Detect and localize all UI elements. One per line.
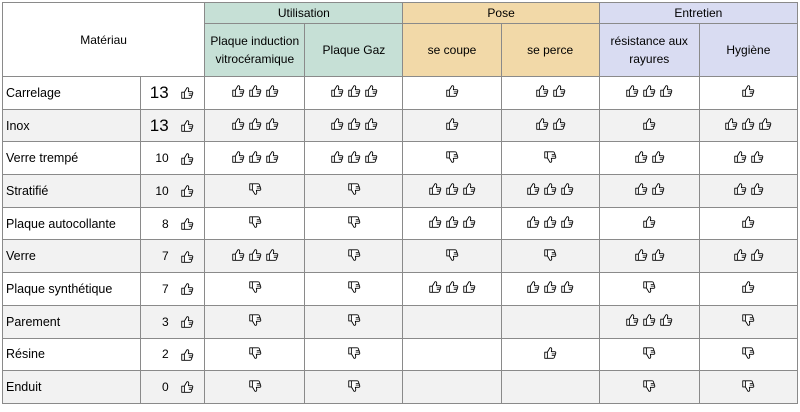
rating-cell [305, 371, 403, 404]
table-row [3, 273, 798, 306]
material-name: Verre trempé [3, 142, 141, 175]
rating-icons [231, 248, 279, 262]
thumb-up-icon [750, 150, 764, 164]
rating-icons [625, 84, 673, 98]
rating-cell [501, 371, 599, 404]
thumb-up-icon [248, 117, 262, 131]
thumb-up-icon [642, 117, 656, 131]
thumb-down-icon [248, 182, 262, 196]
thumb-up-icon [552, 84, 566, 98]
rating-icons [733, 182, 764, 196]
thumb-up-icon [445, 215, 459, 229]
table-row [3, 142, 798, 175]
thumb-up-icon [180, 184, 194, 198]
thumb-up-icon [462, 215, 476, 229]
thumb-up-icon [180, 119, 194, 133]
thumb-up-icon [642, 313, 656, 327]
thumb-down-icon [642, 379, 656, 393]
thumb-up-icon [180, 152, 194, 166]
table-row [3, 338, 798, 371]
score-thumb-cell [171, 109, 205, 142]
rating-cell [205, 207, 305, 240]
rating-cell [205, 273, 305, 306]
thumb-up-icon [642, 84, 656, 98]
thumb-up-icon [330, 150, 344, 164]
thumb-up-icon [180, 86, 194, 100]
score-thumb-cell [171, 240, 205, 273]
score-thumb-cell [171, 273, 205, 306]
material-name: Verre [3, 240, 141, 273]
rating-icons [733, 248, 764, 262]
thumb-up-icon [347, 84, 361, 98]
thumb-up-icon [428, 280, 442, 294]
col-header-gaz: Plaque Gaz [305, 24, 403, 77]
group-utilisation: Utilisation [205, 3, 403, 24]
rating-cell [599, 77, 699, 110]
rating-cell [699, 142, 797, 175]
rating-icons [347, 280, 361, 294]
thumb-down-icon [347, 215, 361, 229]
rating-icons [741, 313, 755, 327]
rating-cell [699, 273, 797, 306]
thumb-up-icon [733, 150, 747, 164]
material-score: 13 [141, 109, 171, 142]
rating-icons [543, 248, 557, 262]
rating-cell [599, 142, 699, 175]
table-row [3, 175, 798, 208]
rating-cell [699, 109, 797, 142]
thumb-up-icon [231, 150, 245, 164]
rating-cell [305, 207, 403, 240]
material-name: Parement [3, 305, 141, 338]
rating-icons [724, 117, 772, 131]
rating-icons [231, 84, 279, 98]
material-name: Stratifié [3, 175, 141, 208]
thumb-down-icon [347, 346, 361, 360]
rating-cell [501, 338, 599, 371]
rating-icons [347, 182, 361, 196]
material-header: Matériau [3, 3, 205, 77]
thumb-up-icon [265, 84, 279, 98]
thumb-up-icon [560, 215, 574, 229]
col-header-se-coupe: se coupe [403, 24, 501, 77]
rating-icons [428, 182, 476, 196]
thumb-up-icon [428, 215, 442, 229]
rating-icons [642, 280, 656, 294]
thumb-down-icon [445, 150, 459, 164]
rating-cell [699, 338, 797, 371]
thumb-up-icon [642, 215, 656, 229]
thumb-up-icon [560, 280, 574, 294]
rating-cell [501, 207, 599, 240]
thumb-down-icon [248, 280, 262, 294]
rating-icons [347, 313, 361, 327]
rating-icons [526, 215, 574, 229]
rating-cell [305, 338, 403, 371]
rating-icons [741, 280, 755, 294]
thumb-down-icon [248, 346, 262, 360]
rating-cell [501, 273, 599, 306]
rating-cell [599, 207, 699, 240]
table-row [3, 207, 798, 240]
thumb-down-icon [347, 248, 361, 262]
thumb-up-icon [180, 380, 194, 394]
thumb-down-icon [347, 379, 361, 393]
material-score: 0 [141, 371, 171, 404]
material-score: 2 [141, 338, 171, 371]
thumb-up-icon [543, 215, 557, 229]
rating-icons [330, 150, 378, 164]
thumb-down-icon [248, 313, 262, 327]
rating-cell [403, 305, 501, 338]
rating-cell [205, 305, 305, 338]
material-name: Plaque autocollante [3, 207, 141, 240]
material-score: 10 [141, 142, 171, 175]
rating-cell [403, 175, 501, 208]
table-row [3, 240, 798, 273]
thumb-up-icon [750, 248, 764, 262]
rating-icons [347, 379, 361, 393]
rating-cell [403, 273, 501, 306]
thumb-up-icon [634, 248, 648, 262]
rating-icons [741, 379, 755, 393]
rating-cell [205, 338, 305, 371]
thumb-down-icon [642, 346, 656, 360]
thumb-up-icon [462, 280, 476, 294]
rating-cell [699, 305, 797, 338]
rating-icons [347, 248, 361, 262]
thumb-up-icon [265, 248, 279, 262]
material-name: Carrelage [3, 77, 141, 110]
thumb-up-icon [180, 282, 194, 296]
table-row [3, 371, 798, 404]
thumb-up-icon [741, 215, 755, 229]
rating-icons [445, 248, 459, 262]
rating-cell [501, 240, 599, 273]
material-score: 7 [141, 273, 171, 306]
thumb-down-icon [347, 280, 361, 294]
rating-icons [248, 346, 262, 360]
thumb-up-icon [625, 313, 639, 327]
col-header-rayures: résistance aux rayures [599, 24, 699, 77]
rating-icons [634, 248, 665, 262]
rating-cell [403, 109, 501, 142]
rating-icons [543, 346, 557, 360]
thumb-up-icon [364, 150, 378, 164]
thumb-up-icon [265, 117, 279, 131]
thumb-up-icon [347, 117, 361, 131]
rating-icons [634, 182, 665, 196]
thumb-down-icon [741, 346, 755, 360]
thumb-up-icon [364, 117, 378, 131]
rating-icons [445, 117, 459, 131]
rating-cell [599, 175, 699, 208]
thumb-down-icon [543, 150, 557, 164]
rating-icons [231, 150, 279, 164]
thumb-down-icon [248, 379, 262, 393]
rating-cell [501, 305, 599, 338]
rating-cell [205, 175, 305, 208]
rating-cell [205, 371, 305, 404]
material-score: 13 [141, 77, 171, 110]
thumb-up-icon [231, 84, 245, 98]
thumb-up-icon [543, 182, 557, 196]
rating-cell [599, 240, 699, 273]
thumb-up-icon [651, 182, 665, 196]
thumb-up-icon [526, 280, 540, 294]
rating-icons [347, 346, 361, 360]
rating-icons [733, 150, 764, 164]
thumb-up-icon [180, 217, 194, 231]
thumb-up-icon [180, 250, 194, 264]
rating-icons [526, 182, 574, 196]
rating-cell [305, 240, 403, 273]
score-thumb-cell [171, 305, 205, 338]
score-thumb-cell [171, 371, 205, 404]
thumb-up-icon [758, 117, 772, 131]
rating-icons [625, 313, 673, 327]
rating-cell [305, 77, 403, 110]
rating-icons [642, 379, 656, 393]
rating-cell [599, 371, 699, 404]
thumb-up-icon [634, 150, 648, 164]
score-thumb-cell [171, 142, 205, 175]
rating-cell [599, 338, 699, 371]
thumb-up-icon [724, 117, 738, 131]
thumb-up-icon [445, 182, 459, 196]
rating-cell [699, 77, 797, 110]
col-header-se-perce: se perce [501, 24, 599, 77]
rating-cell [403, 240, 501, 273]
rating-icons [445, 150, 459, 164]
thumb-down-icon [347, 182, 361, 196]
thumb-up-icon [231, 248, 245, 262]
thumb-up-icon [741, 117, 755, 131]
thumb-up-icon [526, 182, 540, 196]
thumb-up-icon [733, 248, 747, 262]
rating-cell [501, 142, 599, 175]
rating-cell [403, 142, 501, 175]
thumb-up-icon [347, 150, 361, 164]
score-thumb-cell [171, 175, 205, 208]
thumb-up-icon [741, 84, 755, 98]
rating-icons [642, 346, 656, 360]
thumb-up-icon [659, 313, 673, 327]
col-header-induction: Plaque induction vitrocéramique [205, 24, 305, 77]
thumb-down-icon [543, 248, 557, 262]
table-row [3, 305, 798, 338]
rating-icons [330, 117, 378, 131]
header-group-row [3, 3, 798, 24]
rating-icons [248, 313, 262, 327]
rating-cell [205, 109, 305, 142]
rating-cell [205, 77, 305, 110]
thumb-up-icon [750, 182, 764, 196]
rating-icons [248, 215, 262, 229]
rating-icons [634, 150, 665, 164]
rating-icons [741, 346, 755, 360]
rating-icons [428, 215, 476, 229]
rating-icons [330, 84, 378, 98]
rating-icons [535, 117, 566, 131]
thumb-up-icon [364, 84, 378, 98]
rating-cell [403, 77, 501, 110]
rating-cell [599, 109, 699, 142]
thumb-up-icon [741, 280, 755, 294]
rating-icons [231, 117, 279, 131]
group-pose: Pose [403, 3, 599, 24]
rating-icons [248, 379, 262, 393]
thumb-up-icon [526, 215, 540, 229]
material-name: Inox [3, 109, 141, 142]
rating-cell [205, 142, 305, 175]
table-row [3, 77, 798, 110]
rating-cell [205, 240, 305, 273]
rating-icons [642, 215, 656, 229]
thumb-up-icon [180, 348, 194, 362]
thumb-up-icon [535, 84, 549, 98]
rating-icons [741, 215, 755, 229]
thumb-up-icon [543, 280, 557, 294]
rating-icons [428, 280, 476, 294]
rating-icons [248, 280, 262, 294]
thumb-up-icon [248, 248, 262, 262]
thumb-up-icon [231, 117, 245, 131]
score-thumb-cell [171, 207, 205, 240]
thumb-down-icon [445, 248, 459, 262]
thumb-up-icon [265, 150, 279, 164]
score-thumb-cell [171, 77, 205, 110]
rating-cell [305, 305, 403, 338]
thumb-up-icon [651, 150, 665, 164]
rating-cell [305, 273, 403, 306]
rating-cell [599, 305, 699, 338]
rating-cell [699, 371, 797, 404]
thumb-up-icon [330, 84, 344, 98]
rating-icons [741, 84, 755, 98]
material-score: 7 [141, 240, 171, 273]
rating-cell [699, 240, 797, 273]
thumb-up-icon [445, 84, 459, 98]
rating-icons [347, 215, 361, 229]
rating-cell [403, 207, 501, 240]
rating-cell [501, 77, 599, 110]
table-row [3, 109, 798, 142]
thumb-up-icon [462, 182, 476, 196]
col-header-hygiene: Hygiène [699, 24, 797, 77]
rating-cell [403, 338, 501, 371]
rating-cell [305, 142, 403, 175]
group-entretien: Entretien [599, 3, 797, 24]
rating-cell [501, 109, 599, 142]
rating-cell [599, 273, 699, 306]
thumb-up-icon [248, 84, 262, 98]
thumb-up-icon [428, 182, 442, 196]
rating-icons [248, 182, 262, 196]
thumb-up-icon [445, 117, 459, 131]
thumb-up-icon [634, 182, 648, 196]
thumb-up-icon [659, 84, 673, 98]
thumb-up-icon [651, 248, 665, 262]
rating-cell [305, 175, 403, 208]
thumb-up-icon [733, 182, 747, 196]
thumb-up-icon [560, 182, 574, 196]
comparison-table [2, 2, 798, 404]
thumb-down-icon [347, 313, 361, 327]
thumb-down-icon [642, 280, 656, 294]
thumb-up-icon [543, 346, 557, 360]
table-body [3, 77, 798, 404]
thumb-up-icon [180, 315, 194, 329]
material-score: 8 [141, 207, 171, 240]
material-score: 10 [141, 175, 171, 208]
thumb-up-icon [445, 280, 459, 294]
rating-cell [699, 175, 797, 208]
material-name: Enduit [3, 371, 141, 404]
rating-cell [699, 207, 797, 240]
thumb-down-icon [248, 215, 262, 229]
rating-icons [535, 84, 566, 98]
material-score: 3 [141, 305, 171, 338]
thumb-up-icon [248, 150, 262, 164]
material-name: Plaque synthétique [3, 273, 141, 306]
score-thumb-cell [171, 338, 205, 371]
rating-cell [501, 175, 599, 208]
thumb-down-icon [741, 313, 755, 327]
rating-icons [445, 84, 459, 98]
rating-cell [403, 371, 501, 404]
thumb-up-icon [535, 117, 549, 131]
thumb-down-icon [741, 379, 755, 393]
rating-icons [642, 117, 656, 131]
thumb-up-icon [552, 117, 566, 131]
thumb-up-icon [330, 117, 344, 131]
thumb-up-icon [625, 84, 639, 98]
rating-icons [543, 150, 557, 164]
material-name: Résine [3, 338, 141, 371]
rating-icons [526, 280, 574, 294]
rating-cell [305, 109, 403, 142]
